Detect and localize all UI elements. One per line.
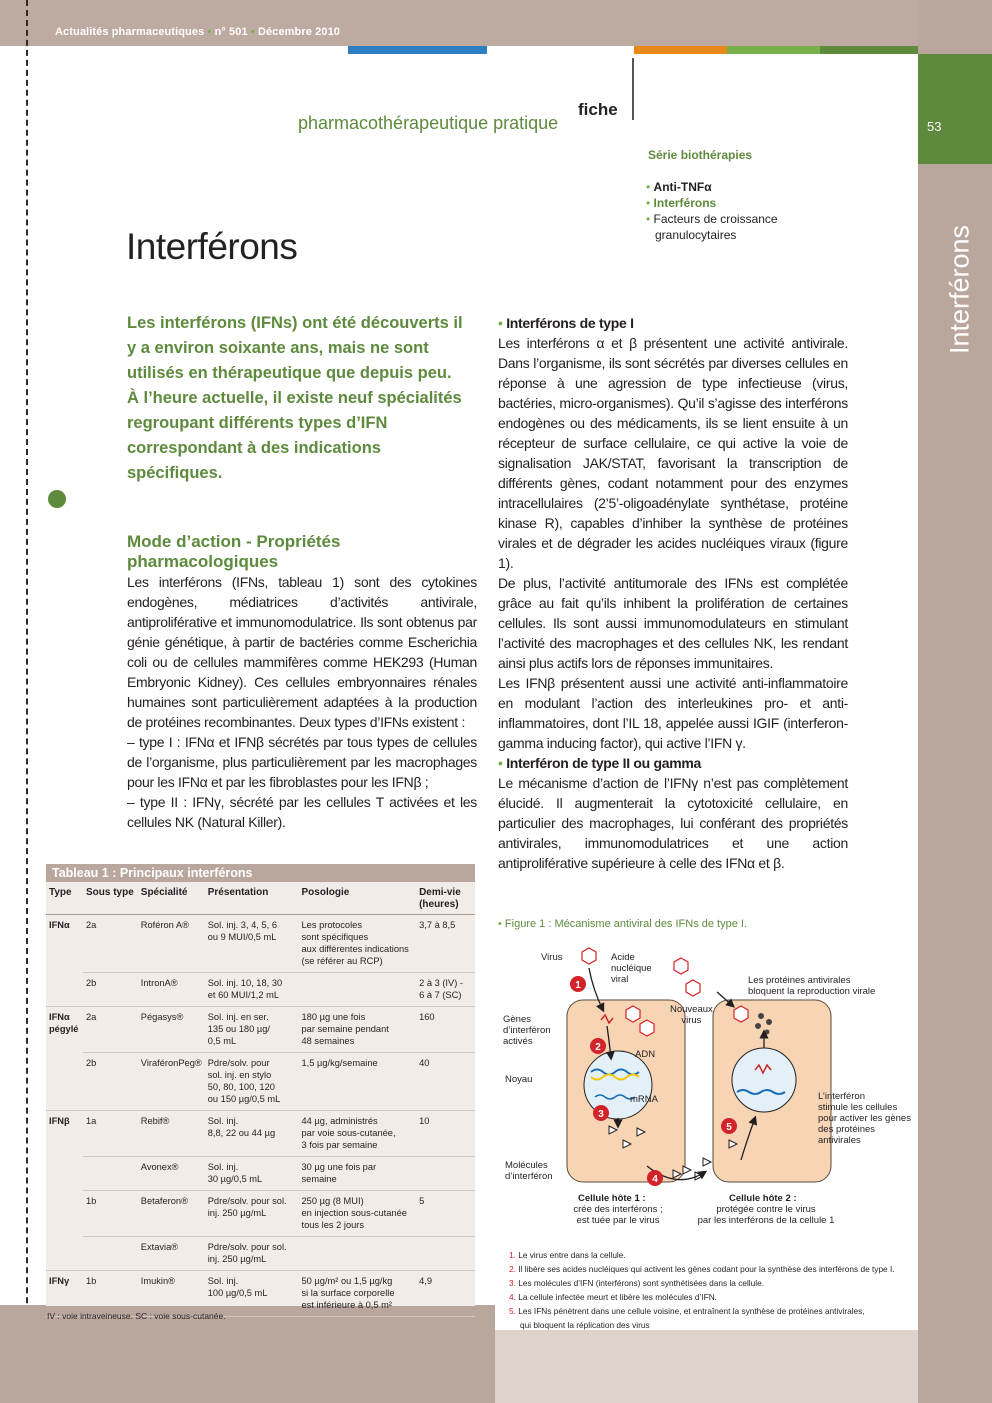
column-header: Posologie [299,884,417,915]
column-header: Spécialité [138,884,205,915]
table-title: Tableau 1 : Principaux interférons [46,864,475,882]
table-cell: 2a [83,915,138,973]
table-cell: 2 à 3 (IV) - 6 à 7 (SC) [416,973,475,1007]
table-cell: 4,9 [416,1271,475,1317]
paragraph: Les IFNβ présentent aussi une activité anti-inflammatoire en modulant l’action des interleukines pro- et anti-inflammatoires, dont l’IL 18, appelée aussi IGIF (interferon-gamma inducing factor), qui active l’IFN γ. [498,675,848,751]
table-cell: Sol. inj. 10, 18, 30 et 60 MUI/1,2 mL [205,973,299,1007]
table-cell: 2b [83,1053,138,1111]
label-adn: ADN [635,1049,656,1060]
label-proteines: Les protéines antivirales bloquent la reproduction virale [748,975,876,997]
label-cell2-title: Cellule hôte 2 : [729,1193,797,1204]
table-cell [46,973,83,1007]
label-noyau: Noyau [505,1074,533,1085]
paragraph: Le mécanisme d’action de l’IFNγ n’est pas complètement élucidé. Il augmenterait la cytotoxicité cellulaire, en particulier des macrophages, lui conférant des propriétés antivirales, immunomodulatrices et une action antiproliférative supérieure à celle des IFNα et β. [498,775,848,871]
label-mrna: mRNA [630,1094,658,1105]
series-title: Série biothérapies [648,148,753,162]
step-number: 3 [598,1109,604,1120]
table-cell: IFNα [49,920,70,930]
series-item: • Anti-TNFα [646,180,712,194]
table-cell: Betaferon® [138,1191,205,1237]
paragraph: – type II : IFNγ, sécrété par les cellules T activées et les cellules NK (Natural Killer). [127,794,477,830]
label-cell1-title: Cellule hôte 1 : [578,1193,646,1204]
subheading: • Interférons de type I [498,315,634,331]
column-header: Type [46,884,83,915]
bullet-dot [48,490,66,508]
fiche-subtitle: pharmacothérapeutique pratique [298,113,559,133]
table-cell: 3,7 à 8,5 [416,915,475,973]
intro-paragraph: Les interférons (IFNs) ont été découverts il y a environ soixante ans, mais ne sont utilisés en thérapeutique que depuis peu. À l’heure actuelle, il existe neuf spécialités regroupant différents types d’IFN correspondant à des indications spécifiques. [127,314,463,482]
table-cell: Sol. inj. 8,8, 22 ou 44 µg [205,1111,299,1157]
column-header: Présentation [205,884,299,915]
journal-name: Actualités pharmaceutiques [55,26,205,38]
table-cell: 2a [83,1007,138,1053]
figure-caption: • Figure 1 : Mécanisme antiviral des IFNs de type I. [498,918,748,930]
side-band [918,0,992,1403]
table-cell: Sol. inj. 3, 4, 5, 6 ou 9 MUI/0,5 mL [205,915,299,973]
label-acide: Acide nucléique viral [611,952,652,985]
fiche-divider [632,58,634,120]
paragraph: – type I : IFNα et IFNβ sécrétés par tous types de cellules de l’organisme, plus particulièrement par les macrophages pour les IFNα et par les fibroblastes pour les IFNβ ; [127,734,477,790]
label-nouveaux: Nouveaux virus [670,1004,713,1026]
table-row [46,1111,475,1157]
table-cell: 1b [83,1271,138,1317]
step-item: 4. La cellule infectée meurt et libère les molécules d’IFN. [509,1292,717,1302]
step-number: 1 [575,980,581,991]
table-cell: Pdre/solv. pour sol. inj. 250 µg/mL [205,1191,299,1237]
label-virus: Virus [541,952,563,963]
journal-date: Décembre 2010 [257,26,341,38]
table-cell: IFNγ [46,1271,83,1317]
table-cell [46,1237,83,1271]
table-cell: 50 µg/m² ou 1,5 µg/kg si la surface corporelle est inférieure à 0,5 m² [299,1271,417,1317]
figure-steps [509,1248,895,1332]
table-cell: Sol. inj. 30 µg/0,5 mL [205,1157,299,1191]
table-cell [83,1237,138,1271]
table-cell: 1,5 µg/kg/semaine [299,1053,417,1111]
section-heading: Mode d’action - Propriétés pharmacologiques [127,532,341,571]
column-header: Demi-vie (heures) [416,884,475,915]
table-row [46,1157,475,1191]
page-tab [918,54,992,164]
series-item: granulocytaires [655,228,737,242]
separator-dot: • [250,26,255,38]
table-cell: IFNα pégylé [49,1012,79,1034]
table-cell [416,1157,475,1191]
left-column-text [127,572,477,832]
table-cell: 40 [416,1053,475,1111]
label-genes: Gènes d’interféron activés [503,1014,551,1047]
table-cell [299,1237,417,1271]
label-cell2-desc: protégée contre le virus par les interférons de la cellule 1 [697,1204,835,1226]
table-cell: Extavia® [138,1237,205,1271]
series-item-current: • Interférons [646,196,717,210]
step-item: 3. Les molécules d’IFN (interférons) sont synthétisées dans la cellule. [509,1278,765,1288]
journal-issue: n° 501 [214,26,248,38]
table-header-row [46,884,475,915]
table-cell: Imukin® [138,1271,205,1317]
subheading: • Interféron de type II ou gamma [498,755,702,771]
table-cell: 10 [416,1111,475,1157]
right-column-text [498,313,848,873]
paragraph: De plus, l’activité antitumorale des IFNs est complétée grâce au fait qu’ils inhibent la prolifération de certaines cellules. Ils sont aussi immunomodulateurs en stimulant l’activité des macrophages et des cellules NK, les rendant ainsi plus actifs lors de réponses immunitaires. [498,575,848,671]
table-cell: Pégasys® [138,1007,205,1053]
table-row [46,973,475,1007]
table-cell [46,1053,83,1111]
figure-band [495,1330,918,1403]
header-band [0,0,992,46]
color-stripe-orange [634,46,727,54]
table-cell: Les protocoles sont spécifiques aux différentes indications (se référer au RCP) [299,915,417,973]
table-cell [46,1157,83,1191]
step-item: 5. Les IFNs pénètrent dans une cellule voisine, et entraînent la synthèse de protéines antivirales, [509,1306,865,1316]
paragraph: Les interférons α et β présentent une activité antivirale. Dans l’organisme, ils sont sécrétés par diverses cellules en réponse à une agression de type infectieuse (virus, bactéries, micro-organismes). Qu’il s’agisse des interférons endogènes ou des médicaments, ils se lient ensuite à un récepteur de surface cellulaire, ce qui active la voie de signalisation JAK/STAT, favorisant la transcription de différents gènes, codant notamment pour des enzymes intracellulaires (2’5’-oligoadénylate synthétase, protéine kinase R), capables d’inhiber la synthèse de protéines virales et de dégrader les acides nucléiques viraux (figure 1). [498,335,848,571]
table-cell: 5 [416,1191,475,1237]
table-row [46,1237,475,1271]
table-cell: Rebif® [138,1111,205,1157]
table-cell: 250 µg (8 MUI) en injection sous-cutanée tous les 2 jours [299,1191,417,1237]
table-cell: ViraféronPeg® [138,1053,205,1111]
step-number: 2 [595,1042,601,1053]
table-cell: IFNβ [49,1116,70,1126]
table-cell: 44 µg, administrés par voie sous-cutanée, 3 fois par semaine [299,1111,417,1157]
table-cell [83,1157,138,1191]
color-stripe-green [727,46,820,54]
table-cell: IntronA® [138,973,205,1007]
color-stripe-blue [348,46,487,54]
color-stripe-darkgreen [820,46,918,54]
journal-reference [55,26,340,38]
page-number: 53 [927,119,942,134]
table-cell: 1a [83,1111,138,1157]
label-cell1-desc: crée des interférons ; est tuée par le virus [573,1204,663,1226]
separator-dot: • [207,26,212,38]
table-cell [416,1237,475,1271]
table-row [46,1053,475,1111]
table-cell: 30 µg une fois par semaine [299,1157,417,1191]
cut-line [26,0,28,1403]
table-cell: Roféron A® [138,915,205,973]
table-row [46,1191,475,1237]
paragraph: Les interférons (IFNs, tableau 1) sont des cytokines endogènes, médiatrices d’activités antivirale, antiproliférative et immunomodulatrice. Ils sont obtenus par génie génétique, à partir de bactéries comme Escherichia coli ou de cellules mammifères comme HEK293 (Human Embryonic Kidney). Ces cellules embryonnaires rénales humaines sont particulièrement adaptées à la production de protéines recombinantes. Deux types d’IFNs existent : [127,574,477,730]
table-cell: 2b [83,973,138,1007]
article-title: Interférons [126,226,298,267]
table-cell: Sol. inj. 100 µg/0,5 mL [205,1271,299,1317]
fiche-label: fiche [578,100,618,119]
step-item: 1. Le virus entre dans la cellule. [509,1250,626,1260]
step-item: qui bloquent la réplication des virus [520,1320,650,1330]
column-header: Sous type [83,884,138,915]
nucleus-2 [732,1048,796,1112]
blocked-virus [734,1006,748,1022]
table-cell: 1b [83,1191,138,1237]
table-row [46,1007,475,1053]
table-cell: Sol. inj. en ser. 135 ou 180 µg/ 0,5 mL [205,1007,299,1053]
table-cell [299,973,417,1007]
series-item: • Facteurs de croissance [646,212,778,226]
label-molecules: Molécules d’interféron [505,1160,553,1182]
step-item: 2. Il libère ses acides nucléiques qui activent les gènes codant pour la synthèse des interférons de type I. [509,1264,895,1274]
step-number: 5 [726,1122,732,1133]
table-cell: Pdre/solv. pour sol. inj. 250 µg/mL [205,1237,299,1271]
table-row [46,1271,475,1317]
step-number: 4 [652,1174,658,1185]
table-cell [46,1191,83,1237]
table-cell: Avonex® [138,1157,205,1191]
table-row [46,915,475,973]
interferon-table [46,884,475,1317]
series-list [646,179,778,243]
table-footnote: IV : voie intraveineuse. SC : voie sous-cutanée. [47,1311,226,1321]
table-cell: 180 µg une fois par semaine pendant 48 semaines [299,1007,417,1053]
label-linterferon: L’interféron stimule les cellules pour activer les gènes des protéines antivirales [818,1091,911,1146]
table-cell: Pdre/solv. pour sol. inj. en stylo 50, 80, 100, 120 ou 150 µg/0,5 mL [205,1053,299,1111]
side-label: Interférons [944,224,975,355]
table-cell: 160 [416,1007,475,1053]
